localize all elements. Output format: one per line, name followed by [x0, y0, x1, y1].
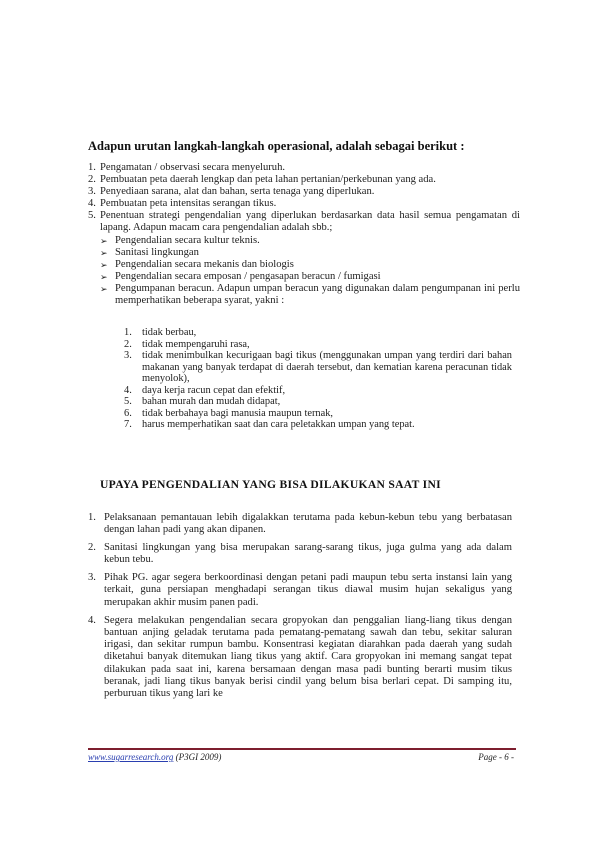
effort-item	[88, 512, 512, 537]
step-item	[88, 210, 520, 234]
method-bullet-item	[100, 271, 520, 283]
criteria-item	[124, 396, 512, 408]
criteria-item	[124, 419, 512, 431]
effort-item	[88, 542, 512, 567]
criteria-item-number: 7.	[124, 419, 132, 430]
section-heading-upaya: UPAYA PENGENDALIAN YANG BISA DILAKUKAN SAAT INI	[100, 478, 441, 491]
effort-item-number: 1.	[88, 512, 96, 523]
arrow-bullet-icon: ➢	[100, 247, 108, 258]
effort-item-text: Pelaksanaan pemantauan lebih digalakkan terutama pada kebun-kebun tebu yang berbatasan dengan lahan padi yang akan dipanen.	[104, 512, 512, 536]
effort-item-text: Sanitasi lingkungan yang bisa merupakan sarang-sarang tikus, juga gulma yang ada dalam kebun tebu.	[104, 542, 512, 566]
effort-item-number: 2.	[88, 542, 96, 554]
criteria-item-number: 2.	[124, 338, 132, 350]
effort-item-text: Segera melakukan pengendalian secara gropyokan dan penggalian liang-liang tikus dengan bantuan anjing geladak terutama pada pematang-pematang sawah dan tebu, sekitar saluran irigasi, dan sekitar rumpun bambu. Konsentrasi kegiatan diarahkan pada daerah yang sudah diketahui banyak ditemukan liang tikus yang aktif. Cara gropyokan ini memang sangat tepat dilakukan pada saat ini, karena bersamaan dengan masa padi bunting berarti musim tikus beranak, jadi liang tikus banyak berisi cindil yang belum bisa berlari cepat. Di samping itu, perburuan tikus yang lari ke	[104, 614, 512, 700]
criteria-item	[124, 385, 512, 397]
step-item-number: 3.	[88, 186, 96, 198]
criteria-item-text: tidak menimbulkan kecurigaan bagi tikus (menggunakan umpan yang terdiri dari bahan makanan yang banyak terdapat di daerah tersebut, dan kematian karena peracunan tidak menyolok),	[142, 350, 512, 384]
criteria-item-text: bahan murah dan mudah didapat,	[142, 396, 281, 407]
method-bullet-item	[100, 235, 520, 247]
effort-item	[88, 572, 512, 609]
step-item-text: Pembuatan peta daerah lengkap dan peta lahan pertanian/perkebunan yang ada.	[100, 174, 436, 186]
criteria-item-number: 5.	[124, 396, 132, 407]
step-item	[88, 186, 520, 198]
footer-link[interactable]: www.sugarresearch.org	[88, 752, 174, 762]
criteria-item	[124, 350, 512, 385]
criteria-item	[124, 408, 512, 420]
method-bullet-item-text: Pengendalian secara mekanis dan biologis	[115, 258, 294, 270]
steps-list	[88, 162, 520, 307]
bait-criteria-list	[124, 327, 512, 431]
footer-source-label: (P3GI 2009)	[173, 752, 222, 762]
criteria-item-text: harus memperhatikan saat dan cara peletakkan umpan yang tepat.	[142, 419, 415, 430]
effort-item-number: 4.	[88, 614, 96, 626]
arrow-bullet-icon: ➢	[100, 259, 108, 270]
method-bullet-item	[100, 247, 520, 259]
page-number: Page - 6 -	[478, 752, 514, 762]
arrow-bullet-icon: ➢	[100, 235, 108, 246]
step-item-number: 5.	[88, 210, 96, 222]
method-bullet-item-text: Pengendalian secara emposan / pengasapan beracun / fumigasi	[115, 270, 381, 282]
criteria-item-number: 4.	[124, 384, 132, 396]
method-bullet-item	[100, 259, 520, 271]
effort-item	[88, 615, 512, 701]
step-item-number: 4.	[88, 198, 96, 210]
step-item	[88, 198, 520, 210]
step-item-text: Penentuan strategi pengendalian yang diperlukan berdasarkan data hasil semua pengamatan di lapang. Adapun macam cara pengendalian adalah sbb.;	[100, 210, 520, 234]
method-bullet-item-text: Pengendalian secara kultur teknis.	[115, 234, 260, 246]
criteria-item-text: tidak mempengaruhi rasa,	[142, 338, 250, 350]
footer-source	[88, 752, 221, 762]
criteria-item-text: tidak berbau,	[142, 327, 197, 338]
step-item	[88, 162, 520, 174]
effort-item-text: Pihak PG. agar segera berkoordinasi dengan petani padi maupun tebu serta instansi lain yang terkait, guna persiapan menghadapi serangan tikus diawal musim hujan sekaligus yang merupakan akhir musim panen padi.	[104, 572, 512, 608]
criteria-item-number: 6.	[124, 407, 132, 419]
criteria-item	[124, 327, 512, 339]
step-item-text: Penyediaan sarana, alat dan bahan, serta tenaga yang diperlukan.	[100, 186, 375, 198]
effort-item-number: 3.	[88, 572, 96, 584]
criteria-item-text: daya kerja racun cepat dan efektif,	[142, 384, 286, 396]
step-item-text: Pembuatan peta intensitas serangan tikus.	[100, 198, 277, 210]
step-item-text: Pengamatan / observasi secara menyeluruh.	[100, 162, 286, 173]
step-item-number: 1.	[88, 162, 96, 173]
arrow-bullet-icon: ➢	[100, 283, 108, 294]
criteria-item-text: tidak berbahaya bagi manusia maupun ternak,	[142, 407, 334, 419]
footer-divider	[88, 748, 516, 750]
method-bullet-item-text: Pengumpanan beracun. Adapun umpan beracun yang digunakan dalam pengumpanan ini perlu memperhatikan beberapa syarat, yakni :	[115, 282, 520, 307]
step-item-number: 2.	[88, 174, 96, 186]
arrow-bullet-icon: ➢	[100, 271, 108, 282]
criteria-item	[124, 339, 512, 351]
criteria-item-number: 3.	[124, 350, 132, 361]
method-bullet-item-text: Sanitasi lingkungan	[115, 246, 199, 258]
section-heading-steps: Adapun urutan langkah-langkah operasional, adalah sebagai berikut :	[88, 139, 465, 153]
criteria-item-number: 1.	[124, 327, 132, 338]
step-item	[88, 174, 520, 186]
control-efforts-list	[88, 512, 512, 706]
method-bullet-item	[100, 283, 520, 307]
